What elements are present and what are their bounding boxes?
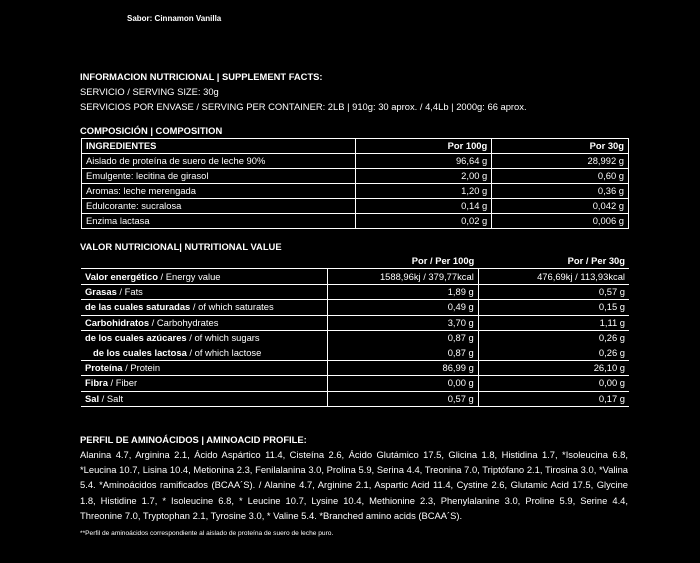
nutrient-name-es: Fibra bbox=[85, 377, 108, 389]
ingredient-per-30g: 28,992 g bbox=[492, 154, 629, 169]
nutrient-per-30g: 0,26 g bbox=[478, 345, 629, 360]
nutrient-name-es: Proteína bbox=[85, 361, 123, 373]
nutrient-per-100g: 0,00 g bbox=[328, 376, 479, 391]
nutrition-row: Valor energético / Energy value 1588,96kj / 379,77kcal 476,69kj / 113,93kcal bbox=[81, 269, 629, 284]
nutrient-name-en: of which saturates bbox=[198, 301, 274, 313]
servings-per-container: SERVICIOS POR ENVASE / SERVING PER CONTAINER: 2LB | 910g: 30 aprox. / 4,4Lb | 2000g: 66 aprox. bbox=[80, 101, 527, 112]
nutrient-name-es: Grasas bbox=[85, 285, 117, 297]
nutrition-title: VALOR NUTRICIONAL| NUTRITIONAL VALUE bbox=[80, 241, 282, 252]
nutrient-name-es: de las cuales saturadas bbox=[85, 301, 191, 313]
composition-header-row bbox=[82, 139, 629, 154]
nutrient-per-100g: 1588,96kj / 379,77kcal bbox=[328, 269, 479, 284]
nutrient-per-100g: 1,89 g bbox=[328, 284, 479, 299]
composition-row bbox=[82, 154, 629, 169]
nutrient-per-30g: 0,26 g bbox=[598, 332, 625, 344]
ingredient-per-30g: 0,042 g bbox=[492, 199, 629, 214]
per-30g-header: Por 30g bbox=[492, 139, 629, 154]
ingredient-per-30g: 0,36 g bbox=[492, 184, 629, 199]
nutrient-per-100g: 0,87 g bbox=[328, 330, 479, 345]
composition-title: COMPOSICIÓN | COMPOSITION bbox=[80, 125, 223, 136]
nutrient-per-30g: 0,15 g bbox=[478, 300, 629, 315]
nutrient-per-100g: 0,49 g bbox=[328, 300, 479, 315]
composition-row bbox=[82, 199, 629, 214]
nutrient-per-30g: 26,10 g bbox=[478, 360, 629, 375]
nutrition-row: de los cuales azúcares / of which sugars 0,87 g 0,26 g bbox=[81, 330, 629, 345]
nutrient-name-en: Carbohydrates bbox=[156, 316, 219, 328]
per-100g-header: Por 100g bbox=[355, 139, 492, 154]
ingredient-name: Aislado de proteína de suero de leche 90% bbox=[82, 154, 356, 169]
ingredient-name: Emulgente: lecitina de girasol bbox=[82, 169, 356, 184]
nutrient-per-30g: 476,69kj / 113,93kcal bbox=[478, 269, 629, 284]
ingredient-name: Aromas: leche merengada bbox=[82, 184, 356, 199]
nutrient-per-30g: 0,00 g bbox=[478, 376, 629, 391]
ingredient-per-100g: 0,14 g bbox=[355, 199, 492, 214]
amino-footnote: **Perfil de aminoácidos correspondiente al aislado de proteína de suero de leche puro. bbox=[80, 530, 334, 537]
serving-size: SERVICIO / SERVING SIZE: 30g bbox=[80, 86, 219, 97]
ingredient-per-100g: 96,64 g bbox=[355, 154, 492, 169]
nutrient-name-en: Energy value bbox=[165, 270, 221, 282]
nutrition-row: de las cuales saturadas / of which saturates 0,49 g 0,15 g bbox=[81, 300, 629, 315]
ingredient-per-100g: 2,00 g bbox=[355, 169, 492, 184]
ingredient-per-100g: 0,02 g bbox=[355, 214, 492, 229]
ingredient-name: Enzima lactasa bbox=[82, 214, 356, 229]
flavor-label: Sabor: Cinnamon Vanilla bbox=[127, 14, 222, 23]
nutrient-per-30g: 1,11 g bbox=[478, 315, 629, 330]
nutrient-name-en: Fiber bbox=[115, 377, 138, 389]
nutrition-row: Sal / Salt 0,57 g 0,17 g bbox=[81, 391, 629, 406]
nutrient-per-30g: 0,57 g bbox=[478, 284, 629, 299]
amino-title: PERFIL DE AMINOÁCIDOS | AMINOACID PROFILE: bbox=[80, 434, 307, 445]
nutrient-name-es: de los cuales azúcares bbox=[85, 332, 187, 344]
ingredient-per-100g: 1,20 g bbox=[355, 184, 492, 199]
nutrition-row: de los cuales lactosa / of which lactose 0,87 g 0,26 g bbox=[81, 345, 629, 360]
nutrient-name-en: Salt bbox=[106, 392, 124, 404]
nutrient-name-en: Protein bbox=[130, 361, 161, 373]
composition-row bbox=[82, 184, 629, 199]
nutrient-name-es: Sal bbox=[85, 392, 100, 404]
nutrient-name-en: Fats bbox=[124, 285, 143, 297]
composition-row bbox=[82, 169, 629, 184]
supplement-info bbox=[80, 69, 527, 114]
nutrition-header-blank bbox=[81, 254, 328, 269]
ingredient-per-30g: 0,60 g bbox=[492, 169, 629, 184]
nutrient-per-100g: 0,87 g bbox=[328, 345, 479, 360]
nutrition-row: Fibra / Fiber 0,00 g 0,00 g bbox=[81, 376, 629, 391]
per-30g-header: Por / Per 30g bbox=[478, 254, 629, 269]
nutrition-row: Carbohidratos / Carbohydrates 3,70 g 1,11 g bbox=[81, 315, 629, 330]
ingredient-per-30g: 0,006 g bbox=[492, 214, 629, 229]
nutrition-row: Proteína / Protein 86,99 g 26,10 g bbox=[81, 360, 629, 375]
nutrition-header-row bbox=[81, 254, 629, 269]
nutrient-per-100g: 3,70 g bbox=[328, 315, 479, 330]
nutrient-name-en: of which lactose bbox=[194, 346, 262, 358]
ingredient-name: Edulcorante: sucralosa bbox=[82, 199, 356, 214]
nutrition-table bbox=[81, 254, 629, 407]
composition-row bbox=[82, 214, 629, 229]
nutrient-name-es: Carbohidratos bbox=[85, 316, 150, 328]
supplement-facts-heading: INFORMACION NUTRICIONAL | SUPPLEMENT FACTS: bbox=[80, 71, 323, 82]
nutrient-per-100g: 86,99 g bbox=[328, 360, 479, 375]
per-100g-header: Por / Per 100g bbox=[328, 254, 479, 269]
nutrient-name-es: de los cuales lactosa bbox=[93, 346, 187, 358]
nutrient-name-en: of which sugars bbox=[194, 332, 260, 344]
nutrition-row: Grasas / Fats 1,89 g 0,57 g bbox=[81, 284, 629, 299]
nutrient-per-30g: 0,17 g bbox=[478, 391, 629, 406]
composition-table bbox=[81, 138, 629, 229]
nutrient-name-es: Valor energético bbox=[85, 270, 158, 282]
nutrient-per-100g: 0,57 g bbox=[328, 391, 479, 406]
ingredients-header: INGREDIENTES bbox=[82, 139, 356, 154]
amino-profile-text: Alanina 4.7, Arginina 2.1, Ácido Aspártico 11.4, Cisteína 2.6, Ácido Glutámico 17.5, Glicina 1.8, Histidina 1.7, *Isoleucina 6.8, *Leucina 10.7, Lisina 10.4, Metionina 2.3, Fenilalanina 3.0, Prolina 5.9, Serina 4.4, Treonina 7.0, Triptófano 2.1, Tirosina 3.0, *Valina 5.4. *Aminoácidos ramificados (BCAA´S). / Alanine 4.7, Arginine 2.1, Aspartic Acid 11.4, Cystine 2.6, Glutamic Acid 17.5, Glycine 1.8, Histidine 1.7, * Isoleucine 6.8, * Leucine 10.7, Lysine 10.4, Methionine 2.3, Phenylalanine 3.0, Proline 5.9, Serine 4.4, Threonine 7.0, Tryptophan 2.1, Tyrosine 3.0, * Valine 5.4. *Branched amino acids (BCAA´S). bbox=[80, 449, 628, 521]
